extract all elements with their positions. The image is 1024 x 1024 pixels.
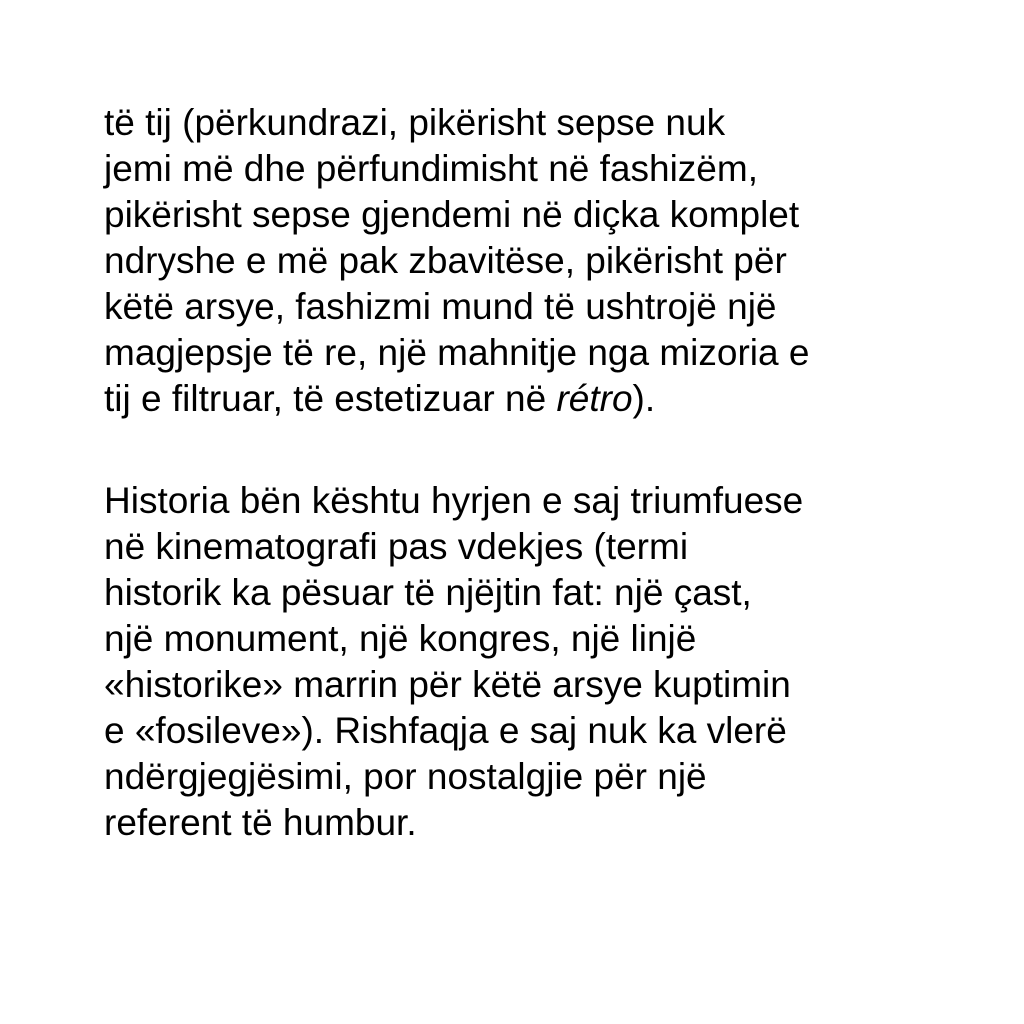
paragraph-2 — [104, 478, 984, 846]
text-line: këtë arsye, fashizmi mund të ushtrojë një — [104, 286, 777, 327]
text-line: jemi më dhe përfundimisht në fashizëm, — [104, 148, 758, 189]
text-line: Historia bën kështu hyrjen e saj triumfuese — [104, 480, 804, 521]
text-line: «historike» marrin për këtë arsye kuptimin — [104, 664, 791, 705]
text-fragment: tij e filtruar, të estetizuar në — [104, 378, 557, 419]
text-line: referent të humbur. — [104, 802, 417, 843]
text-line: magjepsje të re, një mahnitje nga mizoria e — [104, 332, 810, 373]
text-line: të tij (përkundrazi, pikërisht sepse nuk — [104, 102, 726, 143]
text-line: e «fosileve»). Rishfaqja e saj nuk ka vlerë — [104, 710, 787, 751]
text-line: në kinematografi pas vdekjes (termi — [104, 526, 689, 567]
italic-term: rétro — [556, 378, 633, 419]
text-line: një monument, një kongres, një linjë — [104, 618, 697, 659]
text-line: pikërisht sepse gjendemi në diçka komplet — [104, 194, 800, 235]
text-line: ndryshe e më pak zbavitëse, pikërisht për — [104, 240, 787, 281]
text-fragment: ). — [632, 378, 656, 419]
paragraph-1 — [104, 100, 984, 422]
text-line-last — [104, 376, 984, 422]
text-line: historik ka pësuar të njëjtin fat: një çast, — [104, 572, 752, 613]
text-line: ndërgjegjësimi, por nostalgjie për një — [104, 756, 707, 797]
